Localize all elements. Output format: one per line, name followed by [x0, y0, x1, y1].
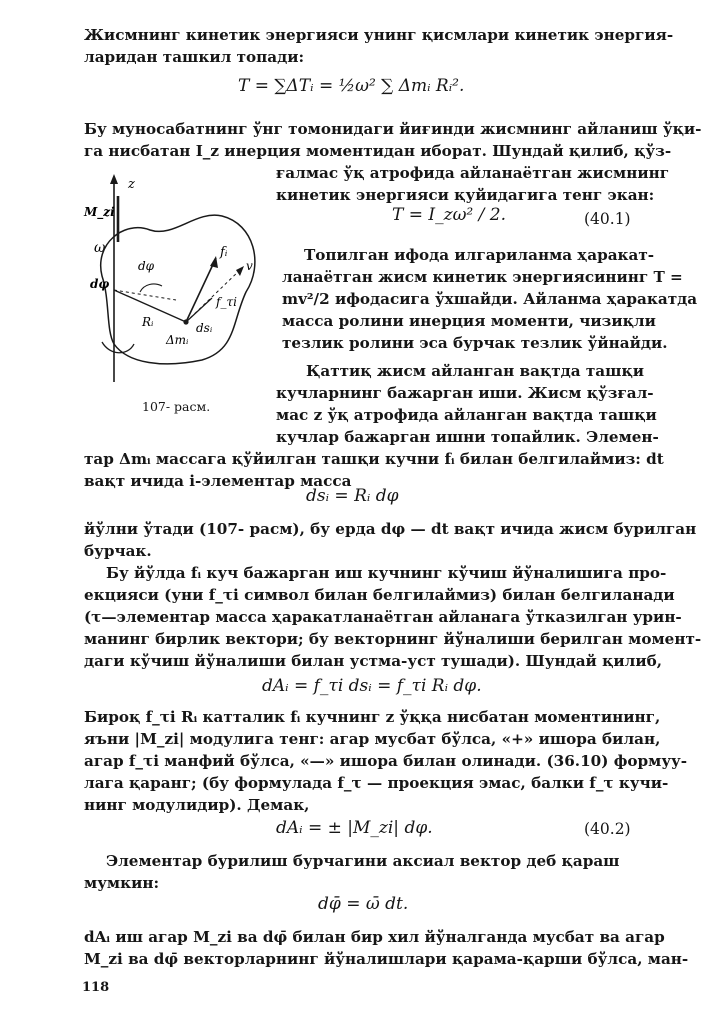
figure-label-dphi: dφ — [138, 259, 155, 273]
figure-label-fi: fᵢ — [220, 245, 228, 260]
text-line: Элементар бурилиш бурчагини аксиал вектор деб қараш — [106, 852, 620, 870]
text-line: Бу йўлда fᵢ куч бажарган иш кучнинг кўчиш йўналишига про- — [106, 564, 667, 582]
text-line: dAᵢ иш агар M_zi ва dφ̄ билан бир хил йўналганда мусбат ва агар — [84, 928, 665, 946]
tangential-force-line — [186, 298, 212, 322]
text-line: кинетик энергияси қуйидагига тенг экан: — [276, 186, 655, 204]
text-line: яъни |M_zi| модулига тенг: агар мусбат бўлса, «+» ишора билан, — [84, 730, 661, 748]
formula-40-1: T = I_zω² / 2. — [392, 205, 506, 225]
figure-label-mzi: M_zi — [84, 205, 115, 219]
force-vector-line — [186, 258, 216, 322]
moment-paragraph-right — [276, 162, 670, 206]
moment-paragraph — [84, 118, 702, 162]
text-line: агар f_τi манфий бўлса, «—» ишора билан олинади. (36.10) формуу- — [84, 752, 688, 770]
text-line: вақт ичида i-элементар масса — [84, 472, 352, 490]
formula-dphi: dφ̄ = ω̄ dt. — [318, 894, 409, 914]
figure-label-fti: f_τi — [216, 295, 237, 309]
figure-label-omega: ω — [94, 240, 106, 256]
work-paragraph-right — [276, 360, 659, 448]
angle-arc — [140, 284, 162, 292]
text-line: ланаётган жисм кинетик энергиясининг T = — [282, 268, 683, 286]
text-line: мумкин: — [84, 874, 160, 892]
text-line: Жисмнинг кинетик энергияси унинг қисмлари кинетик энергия- — [84, 26, 674, 44]
text-line: Топилган ифода илгариланма ҳаракат- — [304, 246, 655, 264]
text-line: кучларнинг бажарган иши. Жисм қўзғал- — [276, 384, 654, 402]
final-paragraph — [84, 926, 689, 970]
text-line: mv²/2 ифодасига ўхшайди. Айланма ҳаракатда — [282, 290, 698, 308]
text-line: бурчак. — [84, 542, 152, 560]
equation-number: (40.1) — [584, 210, 631, 228]
text-line: Бироқ f_τi Rᵢ катталик fᵢ кучнинг z ўққа нисбатан моментининг, — [84, 708, 661, 726]
figure-label-dsi: dsᵢ — [196, 321, 213, 335]
force-arrow-icon — [210, 256, 218, 268]
figure-label-dphi-left: dφ — [90, 277, 110, 291]
text-line: Бу муносабатнинг ўнг томонидаги йиғинди жисмнинг айланиш ўқи- — [84, 120, 702, 138]
figure-label-ri: Rᵢ — [142, 315, 154, 329]
text-line: Қаттиқ жисм айланган вақтда ташқи — [306, 362, 645, 380]
equation-number: (40.2) — [584, 820, 631, 838]
rotation-arrow — [102, 342, 134, 353]
figure-label-v: v — [246, 259, 253, 273]
radius-line-initial — [114, 290, 176, 300]
text-line: масса ролини инерция моменти, чизиқли — [282, 312, 656, 330]
text-line: нинг модулидир). Демак, — [84, 796, 310, 814]
axial-paragraph — [84, 850, 640, 894]
intro-paragraph — [84, 24, 674, 68]
formula-kinetic-sum: T = ∑ΔTᵢ = ½ω² ∑ Δmᵢ Rᵢ². — [238, 76, 465, 96]
formula-40-2: dAᵢ = ± |M_zi| dφ. — [276, 818, 433, 838]
page-number: 118 — [82, 980, 110, 995]
text-line: (τ—элементар масса ҳаракатланаётган айланага ўтказилган урин- — [84, 608, 682, 626]
analogy-paragraph — [282, 244, 698, 354]
z-axis-arrow-icon — [110, 174, 118, 184]
text-line: манинг бирлик вектори; бу векторнинг йўналиши берилган момент- — [84, 630, 702, 648]
figure-label-z: z — [128, 177, 135, 192]
formula-dA: dAᵢ = f_τi dsᵢ = f_τi Rᵢ dφ. — [262, 676, 482, 696]
formula-ds: dsᵢ = Rᵢ dφ — [306, 486, 399, 506]
text-line: мас z ўқ атрофида айланган вақтда ташқи — [276, 406, 657, 424]
figure-107-diagram — [84, 172, 274, 392]
sign-paragraph — [84, 706, 688, 816]
text-line: ларидан ташкил топади: — [84, 48, 305, 66]
text-line: тезлик ролини эса бурчак тезлик ўйнайди. — [282, 334, 668, 352]
text-line: га нисбатан I_z инерция моментидан иборат. Шундай қилиб, қўз- — [84, 142, 672, 160]
text-line: ғалмас ўқ атрофида айланаётган жисмнинг — [276, 164, 670, 182]
text-line: тар Δmᵢ массага қўйилган ташқи кучни fᵢ билан белгилаймиз: dt — [84, 450, 664, 468]
work2-paragraph — [84, 562, 702, 672]
text-line: даги кўчиш йўналиши билан устма-уст тушади). Шундай қилиб, — [84, 652, 663, 670]
text-line: M_zi ва dφ̄ векторларнинг йўналишлари қарама-қарши бўлса, ман- — [84, 950, 689, 968]
text-line: йўлни ўтади (107- расм), бу ерда dφ — dt вақт ичида жисм бурилган — [84, 520, 697, 538]
figure-caption: 107- расм. — [142, 399, 211, 414]
text-line: кучлар бажарган ишни топайлик. Элемен- — [276, 428, 659, 446]
text-line: екцияси (уни f_τi символ билан белгилаймиз) билан белгиланади — [84, 586, 675, 604]
text-line: лага қаранг; (бу формулада f_τ — проекция эмас, балки f_τ кучи- — [84, 774, 669, 792]
mass-element-point — [183, 319, 188, 324]
velocity-arrow-icon — [236, 266, 244, 276]
path-paragraph — [84, 518, 697, 562]
figure-label-dmi: Δmᵢ — [166, 333, 189, 347]
